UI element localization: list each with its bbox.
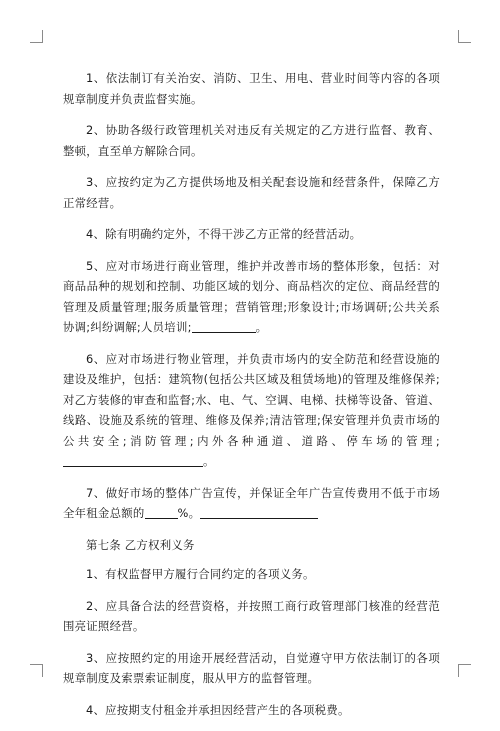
fill-in-blank[interactable] [192, 320, 256, 333]
clause-paragraph [63, 483, 440, 524]
clause-paragraph: 4、应按期支付租金并承担因经营产生的各项税费。 [86, 702, 350, 717]
fill-in-blank[interactable] [63, 454, 203, 467]
crop-mark-top-right-h [458, 42, 471, 43]
clause-paragraph: 2、协助各级行政管理机关对违反有关规定的乙方进行监督、教育、整顿，直至单方解除合同。 [63, 123, 440, 158]
fill-in-blank[interactable] [200, 506, 318, 519]
fill-in-blank[interactable] [145, 506, 178, 519]
clause-tail: 。 [255, 320, 268, 334]
section-heading: 第七条 乙方权利义务 [86, 537, 195, 552]
crop-mark-bottom-right-h [458, 664, 471, 665]
clause-text: 5、应对市场进行商业管理，维护并改善市场的整体形象，包括：对商品品种的规划和控制、功能区域的划分、商品档次的定位、商品经营的管理及质量管理;服务质量管理；营销管理;形象设计;市场调研;公共关系协调;纠纷调解;人员培训; [63, 258, 440, 334]
clause-paragraph: 3、应按约定为乙方提供场地及相关配套设施和经营条件，保障乙方正常经营。 [63, 175, 440, 210]
clause-tail: 。 [203, 454, 215, 468]
crop-mark-bottom-left-v [42, 664, 43, 677]
crop-mark-bottom-right-v [458, 664, 459, 677]
clause-paragraph: 4、除有明确约定外，不得干涉乙方正常的经营活动。 [86, 227, 362, 241]
document-body [63, 68, 440, 731]
clause-text: 7、做好市场的整体广告宣传，并保证全年广告宣传费用不低于市场全年租金总额的 [63, 485, 440, 520]
crop-mark-top-left-v [42, 30, 43, 43]
clause-paragraph: 3、应按照约定的用途开展经营活动，自觉遵守甲方依法制订的各项规章制度及索票索证制度，服从甲方的监督管理。 [63, 650, 440, 685]
clause-tail: %。 [177, 506, 201, 520]
clause-paragraph [63, 256, 440, 338]
clause-paragraph: 1、有权监督甲方履行合同约定的各项义务。 [86, 567, 315, 581]
clause-paragraph [63, 349, 440, 472]
clause-text: 6、应对市场进行物业管理，并负责市场内的安全防范和经营设施的建设及维护，包括：建筑物(包括公共区域及租赁场地)的管理及维修保养;对乙方装修的审查和监督;水、电、气、空调、电梯、扶梯等设备、管道、线路、设施及系统的管理、维修及保养;清洁管理;保安管理并负责市场的公共安全;消防管理;内外各种通道、道路、停车场的管理; [63, 351, 440, 448]
crop-mark-top-right-v [458, 30, 459, 43]
clause-paragraph: 1、依法制订有关治安、消防、卫生、用电、营业时间等内容的各项规章制度并负责监督实施。 [63, 71, 440, 106]
clause-paragraph: 2、应具备合法的经营资格，并按照工商行政管理部门核准的经营范围亮证照经营。 [63, 598, 440, 633]
